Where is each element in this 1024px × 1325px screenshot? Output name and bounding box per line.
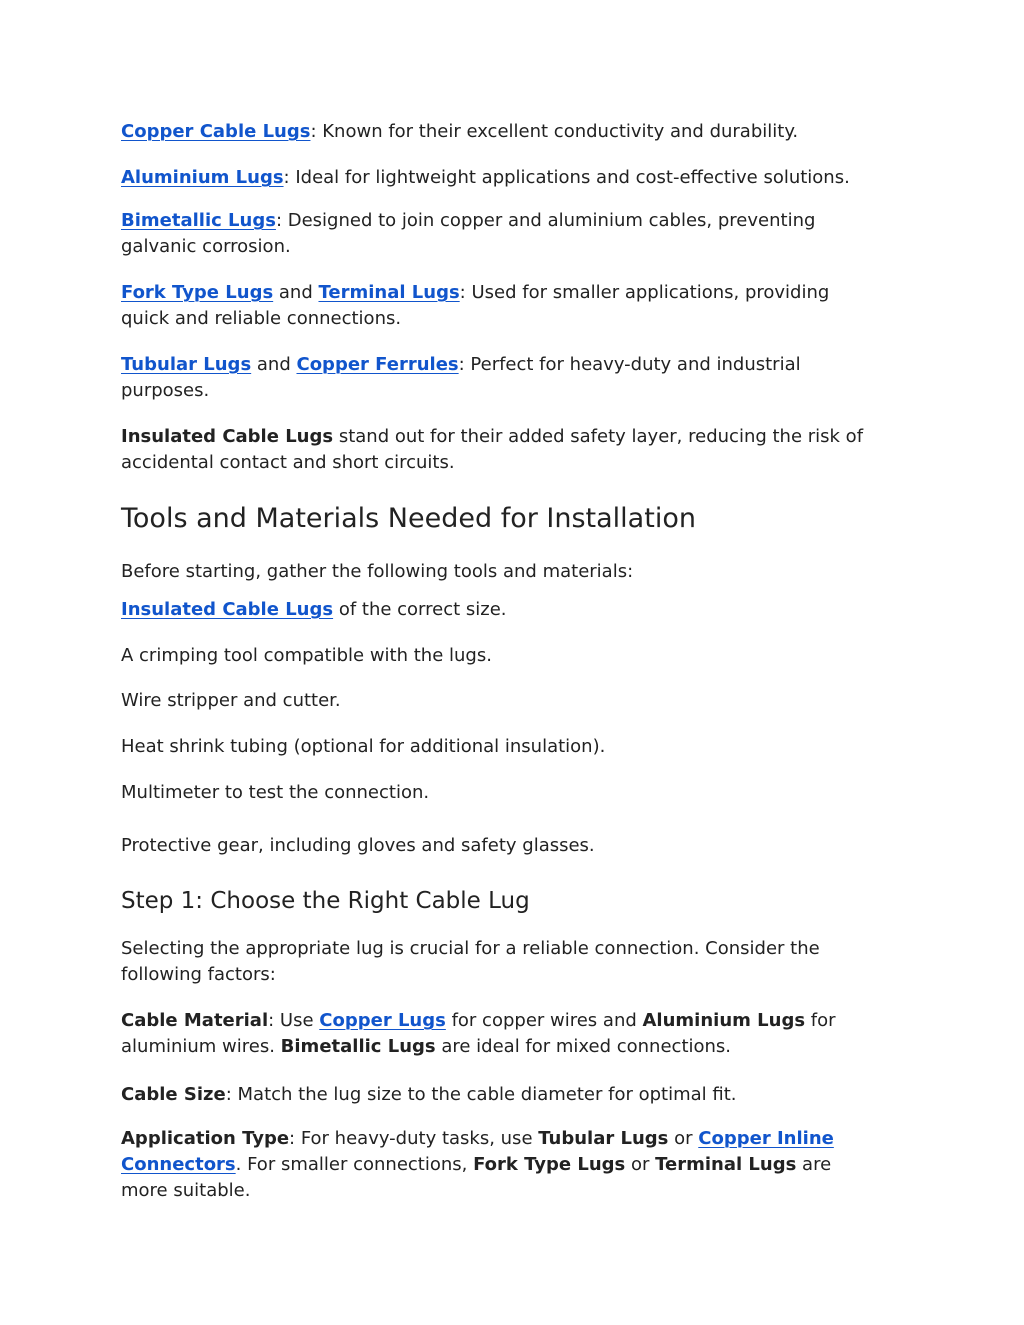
tools-intro: Before starting, gather the following tools and materials:	[121, 561, 634, 582]
copper-inline-connectors-link[interactable]: Copper Inline	[698, 1128, 834, 1149]
copper-inline-connectors-link-cont[interactable]: Connectors	[121, 1154, 236, 1175]
tubular-lugs-link[interactable]: Tubular Lugs	[121, 354, 252, 375]
tools-item-crimping-tool: A crimping tool compatible with the lugs.	[121, 645, 492, 666]
fork-type-lugs-link[interactable]: Fork Type Lugs	[121, 282, 274, 303]
copper-lugs-link[interactable]: Copper Lugs	[319, 1010, 446, 1031]
list-item-fork-terminal-lugs: Fork Type Lugs and Terminal Lugs: Used for smaller applications, providing quick and reliable connections.	[121, 282, 830, 329]
step1-intro: Selecting the appropriate lug is crucial for a reliable connection. Consider the following factors:	[121, 938, 820, 985]
tools-heading: Tools and Materials Needed for Installation	[121, 503, 696, 534]
factor-application-type: Application Type: For heavy-duty tasks, use Tubular Lugs or Copper Inline Connectors. For smaller connections, Fork Type Lugs or Terminal Lugs are more suitable.	[121, 1128, 834, 1201]
copper-cable-lugs-link[interactable]: Copper Cable Lugs	[121, 121, 311, 142]
factor-cable-material: Cable Material: Use Copper Lugs for copper wires and Aluminium Lugs for aluminium wires. Bimetallic Lugs are ideal for mixed connections.	[121, 1010, 836, 1057]
copper-ferrules-link[interactable]: Copper Ferrules	[296, 354, 459, 375]
tools-item-insulated-lugs: Insulated Cable Lugs of the correct size.	[121, 599, 507, 620]
list-item-copper-cable-lugs: Copper Cable Lugs: Known for their excellent conductivity and durability.	[121, 121, 799, 142]
tools-item-multimeter: Multimeter to test the connection.	[121, 782, 430, 803]
list-item-aluminium-lugs: Aluminium Lugs: Ideal for lightweight applications and cost-effective solutions.	[121, 167, 850, 188]
list-item-bimetallic-lugs: Bimetallic Lugs: Designed to join copper and aluminium cables, preventing galvanic corrosion.	[121, 210, 816, 257]
insulated-lugs-paragraph: Insulated Cable Lugs stand out for their added safety layer, reducing the risk of accidental contact and short circuits.	[121, 426, 864, 473]
list-item-tubular-ferrules: Tubular Lugs and Copper Ferrules: Perfect for heavy-duty and industrial purposes.	[121, 354, 801, 401]
aluminium-lugs-link[interactable]: Aluminium Lugs	[121, 167, 284, 188]
tools-item-heat-shrink: Heat shrink tubing (optional for additional insulation).	[121, 736, 606, 757]
factor-cable-size: Cable Size: Match the lug size to the cable diameter for optimal fit.	[121, 1084, 737, 1105]
insulated-cable-lugs-link[interactable]: Insulated Cable Lugs	[121, 599, 334, 620]
bimetallic-lugs-link[interactable]: Bimetallic Lugs	[121, 210, 276, 231]
tools-item-wire-stripper: Wire stripper and cutter.	[121, 690, 341, 711]
step1-heading: Step 1: Choose the Right Cable Lug	[121, 888, 530, 914]
tools-item-protective-gear: Protective gear, including gloves and safety glasses.	[121, 835, 595, 856]
terminal-lugs-link[interactable]: Terminal Lugs	[318, 282, 460, 303]
